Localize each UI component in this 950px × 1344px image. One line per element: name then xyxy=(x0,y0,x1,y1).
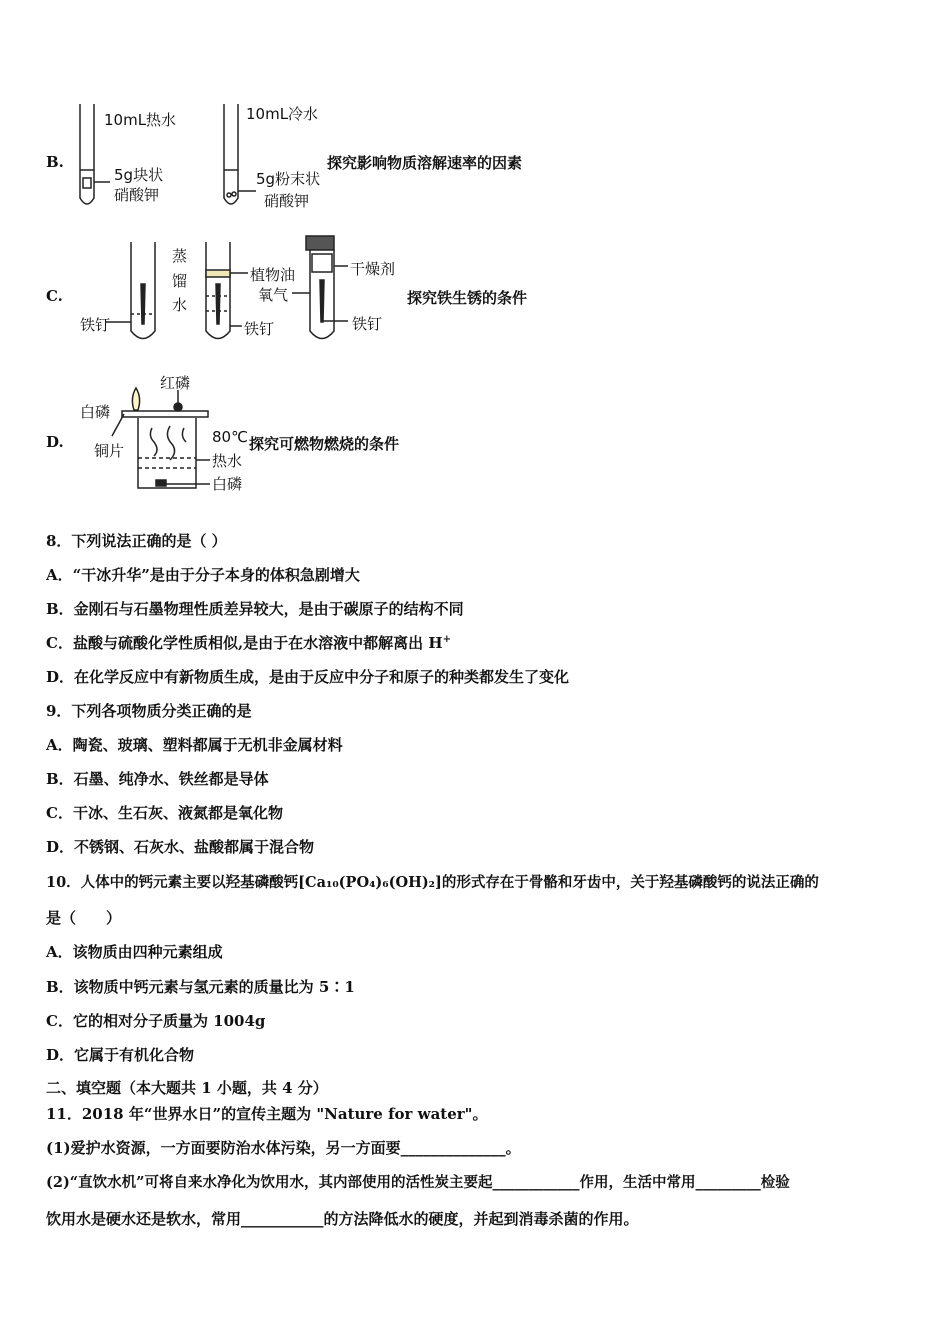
question-8-option-d: D．在化学反应中有新物质生成，是由于反应中分子和原子的种类都发生了变化 xyxy=(46,668,570,686)
question-11-part-2-line-2: 饮用水是硬水还是软水，常用___________的方法降低水的硬度，并起到消毒杀菌的作用。 xyxy=(46,1210,639,1228)
question-10-option-d: D．它属于有机化合物 xyxy=(46,1046,195,1064)
question-8-option-c xyxy=(46,632,451,653)
distilled-water-label-3: 水 xyxy=(172,296,188,314)
question-9-option-c: C．干冰、生石灰、液氮都是氧化物 xyxy=(46,804,283,822)
hot-water-label: 热水 xyxy=(212,452,243,470)
option-b-label: B. xyxy=(46,153,64,171)
desiccant-label: 干燥剂 xyxy=(350,260,396,278)
question-10-stem-line-2: 是（ ） xyxy=(46,909,122,927)
copper-plate-label: 铜片 xyxy=(94,442,125,460)
question-11-part-1: (1)爱护水资源，一方面要防治水体污染，另一方面要______________。 xyxy=(46,1139,521,1157)
question-9-option-b: B．石墨、纯净水、铁丝都是导体 xyxy=(46,770,269,788)
tube1-solute-label-2: 硝酸钾 xyxy=(114,186,160,204)
question-11-stem: 11．2018 年“世界水日”的宣传主题为 "Nature for water"。 xyxy=(46,1105,488,1123)
nail-label-3: 铁钉 xyxy=(352,315,383,333)
white-phosphorus-top-label: 白磷 xyxy=(80,403,111,421)
option-d-label: D. xyxy=(46,433,64,451)
question-8-option-c-text: C．盐酸与硫酸化学性质相似,是由于在水溶液中都解离出 H xyxy=(46,634,443,652)
tube2-top-label: 10mL冷水 xyxy=(246,105,319,123)
question-8-option-a: A．“干冰升华”是由于分子本身的体积急剧增大 xyxy=(46,566,360,584)
nail-label-1: 铁钉 xyxy=(80,316,111,334)
nail-label-2: 铁钉 xyxy=(244,320,275,338)
tube2-solute-label-1: 5g粉末状 xyxy=(256,170,321,188)
option-c-label: C. xyxy=(46,287,63,305)
vegetable-oil-label: 植物油 xyxy=(250,266,296,284)
question-10-stem-line-1: 10．人体中的钙元素主要以羟基磷酸钙[Ca₁₀(PO₄)₆(OH)₂]的形式存在于骨骼和牙齿中，关于羟基磷酸钙的说法正确的 xyxy=(46,874,819,891)
distilled-water-label-1: 蒸 xyxy=(172,247,188,265)
temperature-label: 80℃ xyxy=(212,428,248,446)
white-phosphorus-bottom-label: 白磷 xyxy=(212,475,243,493)
question-10-option-b: B．该物质中钙元素与氢元素的质量比为 5∶1 xyxy=(46,978,355,996)
question-9-option-d: D．不锈钢、石灰水、盐酸都属于混合物 xyxy=(46,838,315,856)
question-9-option-a: A．陶瓷、玻璃、塑料都属于无机非金属材料 xyxy=(46,736,343,754)
question-10-option-c: C．它的相对分子质量为 1004g xyxy=(46,1012,266,1030)
question-11-part-2-line-1: (2)“直饮水机”可将自来水净化为饮用水，其内部使用的活性炭主要起____________作用，生活中常用_________检验 xyxy=(46,1174,790,1191)
option-d-caption: 探究可燃物燃烧的条件 xyxy=(249,435,400,453)
tube1-solute-label-1: 5g块状 xyxy=(114,166,164,184)
option-c-caption: 探究铁生锈的条件 xyxy=(407,289,528,307)
question-8-option-b: B．金刚石与石墨物理性质差异较大，是由于碳原子的结构不同 xyxy=(46,600,464,618)
option-b-caption: 探究影响物质溶解速率的因素 xyxy=(327,154,523,172)
section-2-title: 二、填空题（本大题共 1 小题，共 4 分） xyxy=(46,1079,328,1097)
question-8-stem: 8．下列说法正确的是（ ） xyxy=(46,532,227,550)
question-9-stem: 9．下列各项物质分类正确的是 xyxy=(46,702,252,720)
question-10-option-a: A．该物质由四种元素组成 xyxy=(46,943,223,961)
tube1-top-label: 10mL热水 xyxy=(104,111,177,129)
tube2-solute-label-2: 硝酸钾 xyxy=(264,192,310,210)
oxygen-label: 氧气 xyxy=(258,286,289,304)
distilled-water-label-2: 馏 xyxy=(172,272,188,290)
question-8-option-c-sup: + xyxy=(442,634,451,645)
red-phosphorus-label: 红磷 xyxy=(160,374,191,392)
